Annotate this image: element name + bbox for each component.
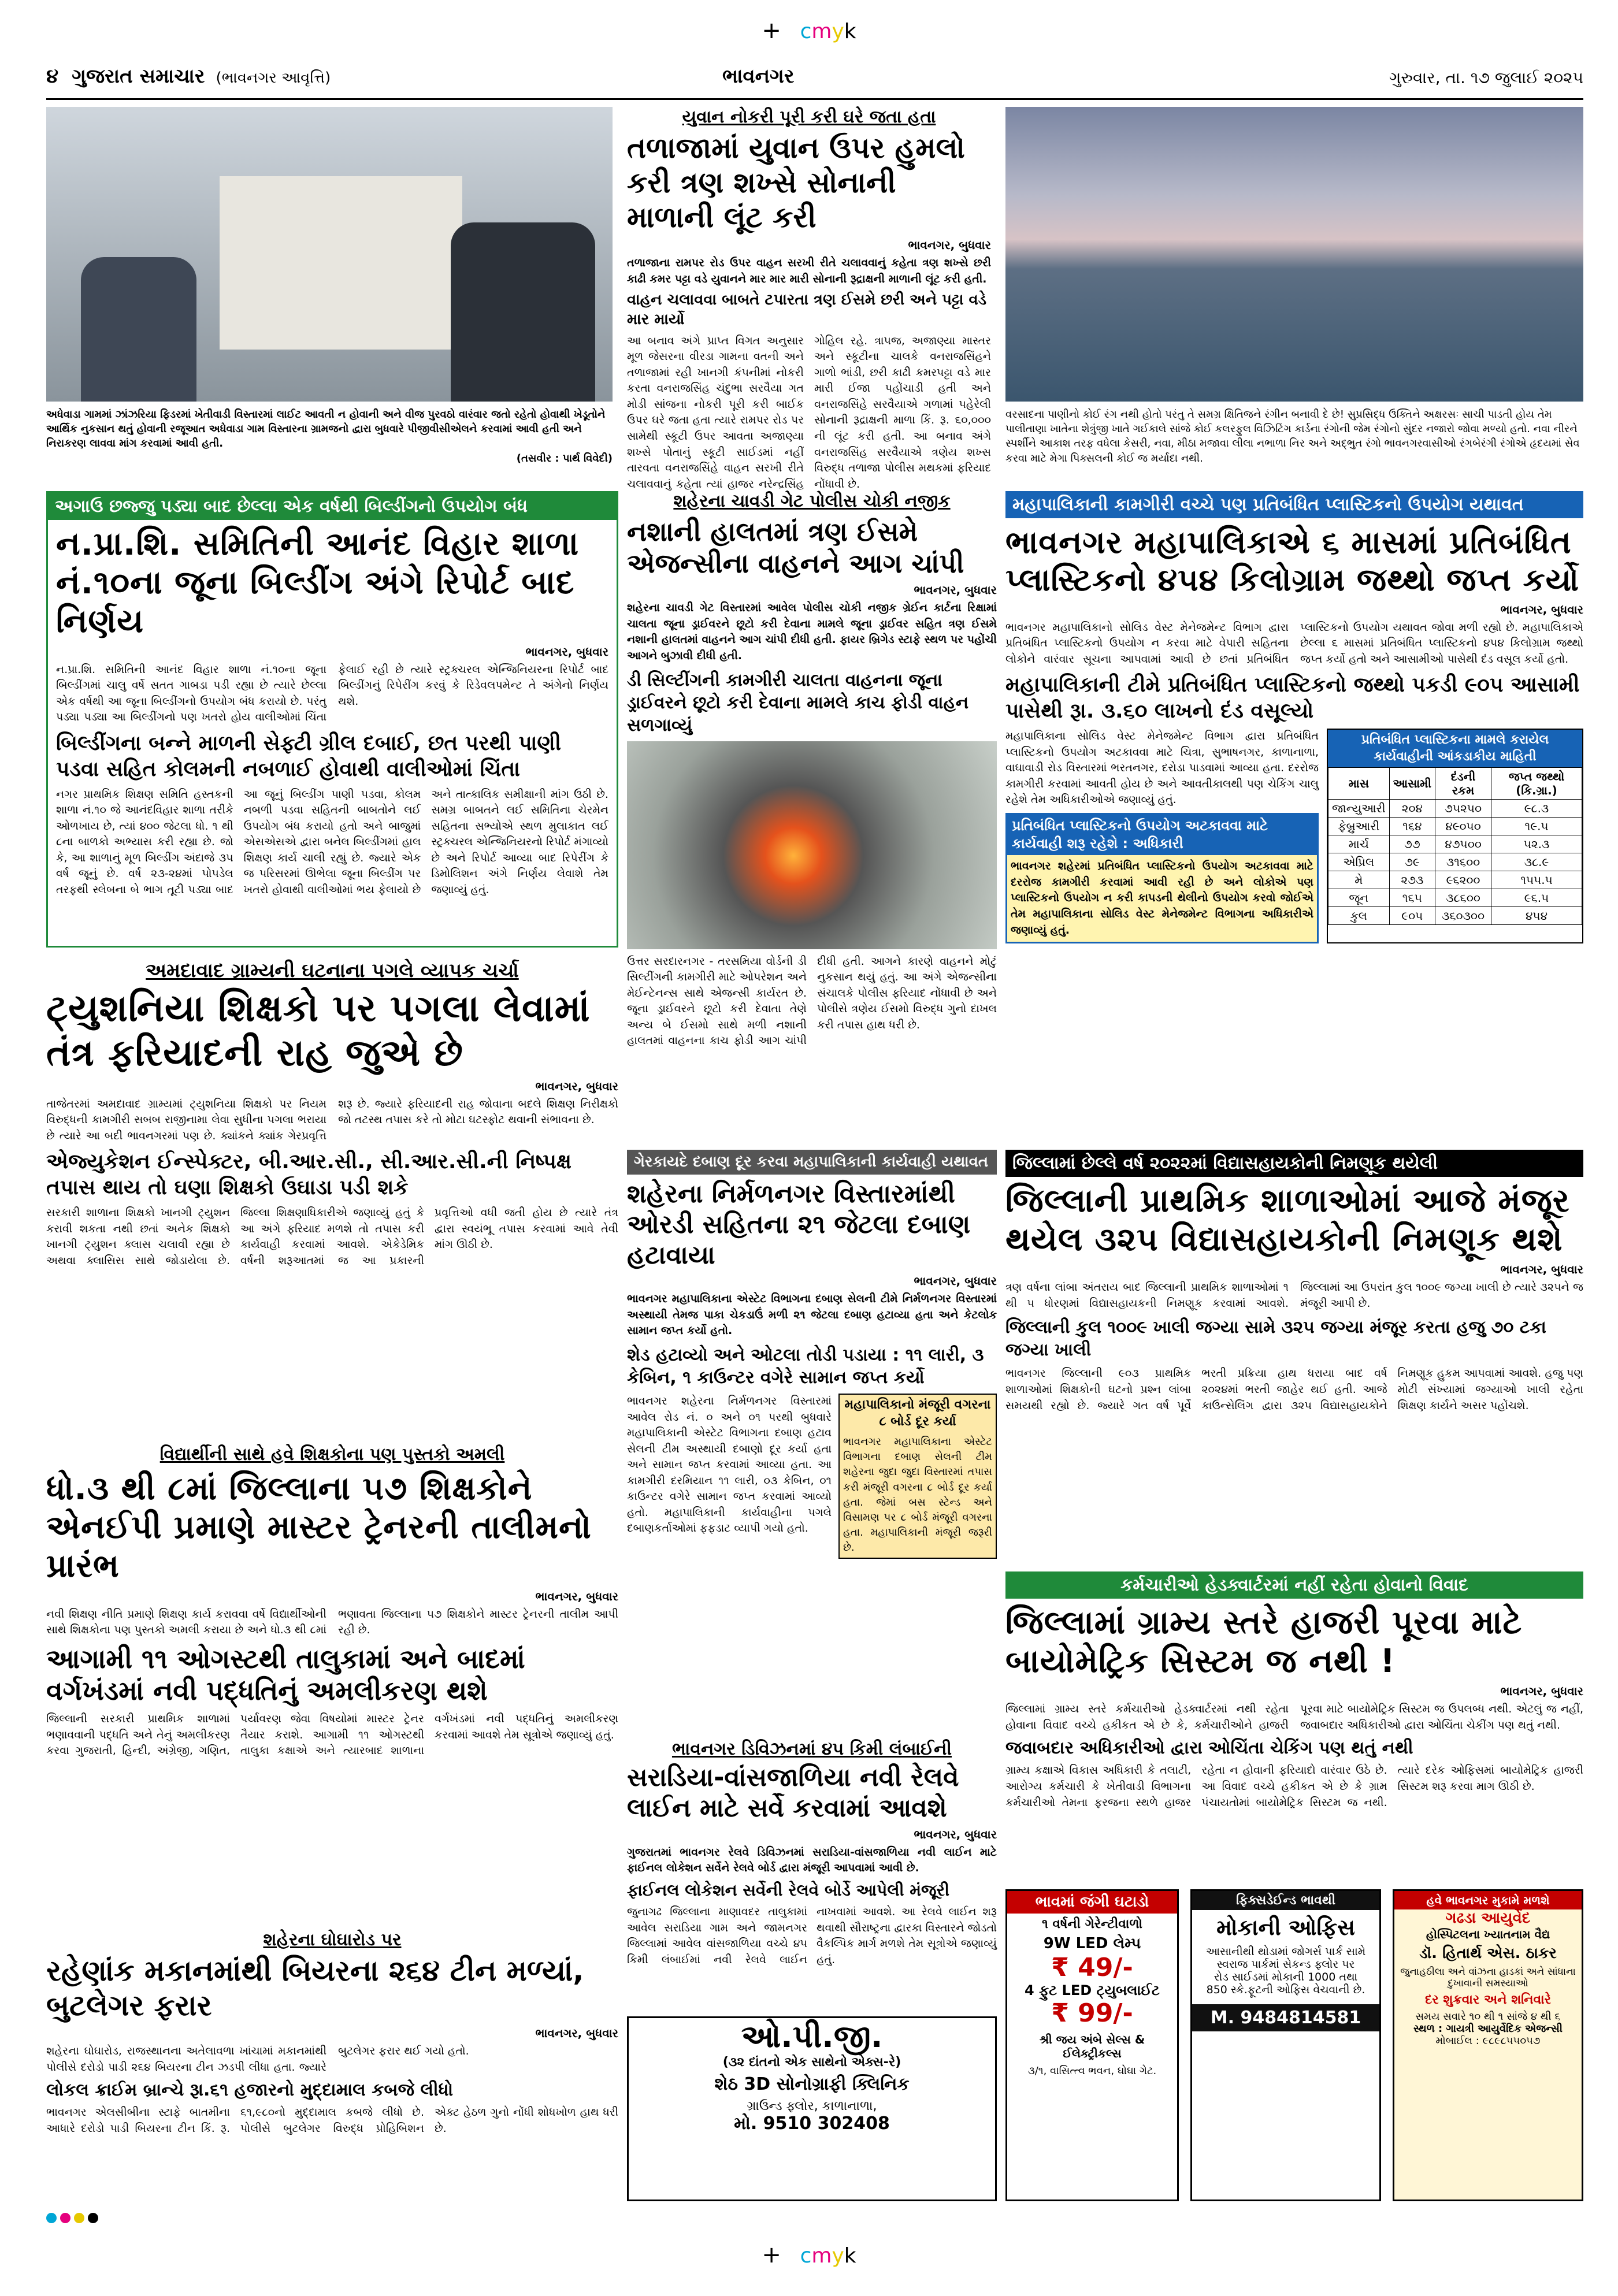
ad-office-line2: સ્વરાજ પાર્કમાં સેકન્ડ ફ્લોર પર <box>1216 1958 1355 1971</box>
railway-body: જુનાગઢ જિલ્લાના માણાવદર તાલુકામાં આવેલ સરાડિયા ગામ અને જામનગર જિલ્લામાં આવેલ વાંસજાળિયા વચ્ચે ૪૫ કિમી લંબાઈમાં નવી રેલવે લાઈન નાખવામાં આવશે. આ રેલવે લાઈન શરૂ થવાથી સૌરાષ્ટ્રના દ્વારકા વિસ્તારને જોડતો વૈકલ્પિક માર્ગ મળશે તેમ સૂત્રોએ જણાવ્યું હતું. <box>627 1905 997 1966</box>
nep-subhead: આગામી ૧૧ ઓગસ્ટથી તાલુકામાં અને બાદમાં વર્ગખંડમાં નવી પદ્ધતિનું અમલીકરણ થશે <box>46 1643 525 1706</box>
beer-headline: રહેણાંક મકાનમાંથી બિયરના ૨૬૪ ટીન મળ્યાં, બુટલેગર ફરાર <box>46 1954 584 2022</box>
ad-led <box>1005 1889 1179 2201</box>
ad-led-addr: ૩/૧, વાસિત્ત્વ ભવન, ઘોઘા ગેટ. <box>1027 2065 1157 2077</box>
teachers-dateline: ભાવનગર, બુધવાર <box>1500 1262 1583 1277</box>
plastic-table-cell: ૫૨.૩ <box>1491 835 1582 853</box>
plastic-table-cell: ૧૯.૫ <box>1491 818 1582 835</box>
fire-headline: નશાની હાલતમાં ત્રણ ઈસમે એજન્સીના વાહનને આગ ચાંપી <box>627 516 964 579</box>
plastic-table-cell: ૧૫૫.૫ <box>1491 871 1582 889</box>
school-lead: ન.પ્રા.શિ. સમિતિની આનંદ વિહાર શાળા નં.૧૦ના જૂના બિલ્ડીંગમાં ચાલુ વર્ષે સતત ગાબડા પડી રહ્યા છે ત્યારે છેલ્લા એક વર્ષથી આ જૂના બિલ્ડીંગનો ઉપયોગ બંધ કરાયો છે. પરંતુ પડ્યા પડ્યા આ બિલ્ડીંગનો પણ ખતરો હોય વાલીઓમાં ચિંતા ફેલાઈ રહી છે ત્યારે સ્ટ્રક્ચરલ એન્જિનિયરના રિપોર્ટ બાદ બિલ્ડીંગનું રિપેરીંગ કરવું કે રિડેવલપમેન્ટ તે અંગેનો નિર્ણય થશે. <box>56 663 608 724</box>
ad-opg-title: ઓ.પી.જી. <box>741 2018 883 2054</box>
plastic-table-cell: ૯૬૨૦૦ <box>1435 871 1491 889</box>
ad-ayurveda-line2: હોસ્પિટલના ખ્યાતનામ વૈદ્ય <box>1426 1927 1550 1941</box>
nep-headline: ધો.૩ થી ૮માં જિલ્લાના ૫૭ શિક્ષકોને એનઈપી પ્રમાણે માસ્ટર ટ્રેનરની તાલીમનો પ્રારંભ <box>46 1470 592 1585</box>
ad-ayurveda-doctor: ડૉ. હિતાર્થ એસ. ઠાકર <box>1419 1945 1557 1962</box>
plastic-table-box <box>1327 729 1583 943</box>
story-railway <box>627 1739 997 2005</box>
biometric-banner: કર્મચારીઓ હેડક્વાર્ટરમાં નહીં રહેતા હોવાનો વિવાદ <box>1005 1571 1583 1599</box>
encroachment-lead: ભાવનગર મહાપાલિકાના એસ્ટેટ વિભાગના દબાણ સેલની ટીમે નિર્મળનગર વિસ્તારમાં અસ્થાયી તેમજ પાકા ચેકડાઉં મળી ૨૧ જેટલા દબાણ હટાવ્યા હતા અને કેટલોક સામાન જપ્ત કર્યો હતો. <box>627 1292 997 1338</box>
ad-led-line2: 9W LED લેમ્પ <box>1043 1935 1141 1952</box>
ad-led-line1: ૧ વર્ષની ગેરેન્ટીવાળો <box>1041 1917 1143 1931</box>
meeting-photo <box>46 107 613 402</box>
talaja-lead: તળાજાના રામપર રોડ ઉપર વાહન સરખી રીતે ચલાવવાનું કહેતા ત્રણ શખ્સે છરી કાઢી કમર પટ્ટા વડે યુવાનને માર માર મારી સોનાની રૂદ્રાક્ષની માળાની લૂંટ કરી હતી. <box>627 257 991 285</box>
ad-ayurveda-line4: દર શુક્રવાર અને શનિવારે <box>1424 1993 1551 2007</box>
fire-body: ઉત્તર સરદારનગર - તરસમિયા વોર્ડની ડી સિલ્ટીંગની કામગીરી માટે ઓપરેશન અને મેઈન્ટેનન્સ સાથે એજન્સી કાર્યરત છે. જૂના ડ્રાઈવરને છૂટો કરી દેવાતા તેણે અન્ય બે ઈસમો સાથે મળી નશાની હાલતમાં વાહનના કાચ ફોડી આગ ચાંપી દીધી હતી. આગને કારણે વાહનને મોટું નુકસાન થયું હતું. આ અંગે એજન્સીના સંચાલકે પોલીસ ફરિયાદ નોંધાવી છે અને પોલીસે ત્રણેય ઈસમો વિરુદ્ધ ગુનો દાખલ કરી તપાસ હાથ ધરી છે. <box>627 954 997 1047</box>
plastic-dateline: ભાવનગર, બુધવાર <box>1500 602 1583 616</box>
tuition-headline: ટ્યુશનિયા શિક્ષકો પર પગલા લેવામાં તંત્ર ફરિયાદની રાહ જુએ છે <box>46 987 591 1075</box>
plastic-table-header: આસામી <box>1389 768 1435 800</box>
tuition-kicker: અમદાવાદ ગ્રામ્યની ઘટનાના પગલે વ્યાપક ચર્ચા <box>146 959 519 982</box>
school-banner: અગાઉ છજ્જુ પડ્યા બાદ છેલ્લા એક વર્ષથી બિલ્ડીંગનો ઉપયોગ બંધ <box>48 493 617 520</box>
story-nep <box>46 1444 618 1924</box>
tuition-lead: તાજેતરમાં અમદાવાદ ગ્રામ્યમાં ટ્યુશનિયા શિક્ષકો પર નિયમ વિરુદ્ધની કામગીરી સબબ રાજીનામા લેવા સુધીના પગલા ભરાયા છે ત્યારે આ બદી ભાવનગરમાં પણ છે. ક્યાંકને ક્યાંક ગેરપ્રવૃત્તિ શરૂ છે. જ્યારે ફરિયાદની રાહ જોવાના બદલે શિક્ષણ નિરીક્ષકો જો તટસ્થ તપાસ કરે તો મોટા ઘટસ્ફોટ થવાની સંભાવના છે. <box>46 1097 618 1142</box>
talaja-subhead: વાહન ચલાવવા બાબતે ટપારતા ત્રણ ઈસમે છરી અને પટ્ટા વડે માર માર્યો <box>627 291 987 328</box>
story-beer <box>46 1930 618 2201</box>
plastic-table-cell: મે <box>1328 871 1390 889</box>
teachers-lead: ત્રણ વર્ષના લાંબા અંતરાય બાદ જિલ્લાની પ્રાથમિક શાળાઓમાં ૧ થી ૫ ધોરણમાં વિદ્યાસહાયકની નિમણૂક કરવામાં આવશે. જિલ્લામાં આ ઉપરાંત કુલ ૧૦૦૯ જગ્યા ખાલી છે ત્યારે ૩૨૫ને જ મંજૂરી આપી છે. <box>1005 1281 1583 1310</box>
talaja-dateline: ભાવનગર, બુધવાર <box>908 238 991 252</box>
plastic-banner: મહાપાલિકાની કામગીરી વચ્ચે પણ પ્રતિબંધિત પ્લાસ્ટિકનો ઉપયોગ યથાવત <box>1005 491 1583 518</box>
ad-opg-line1: (૩૨ દાંતનો એક સાથેનો એક્સ-રે) <box>722 2055 901 2070</box>
photo-meeting <box>46 107 613 482</box>
plastic-table-cell: ૪૭૫૦૦ <box>1435 835 1491 853</box>
plastic-box-body: ભાવનગર શહેરમાં પ્રતિબંધિત પ્લાસ્ટિકનો ઉપયોગ અટકાવવા માટે દરરોજ કામગીરી કરવામાં આવી રહી છે અને લોકોએ પણ પ્લાસ્ટિકનો ઉપયોગ ન કરી કાપડની થેલીનો ઉપયોગ કરવો જોઈએ તેમ મહાપાલિકાના સોલિડ વેસ્ટ મેનેજમેન્ટ વિભાગના અધિકારીએ જણાવ્યું હતું. <box>1007 855 1317 942</box>
ad-opg <box>627 2016 997 2201</box>
talaja-body: આ બનાવ અંગે પ્રાપ્ત વિગત અનુસાર મૂળ જેસરના વીરડા ગામના વતની અને તળાજામાં રહી ખાનગી કંપનીમાં નોકરી કરતા વનરાજસિંહ ચંદુભા સરવૈયા ગત મોડી સાંજના નોકરી પૂરી કરી બાઈક ઉપર ઘરે જતા હતા ત્યારે રામપર રોડ પર સામેથી સ્કૂટી ઉપર આવતા અજાણ્યા શખ્સે પોતાનું સ્કૂટી સાઈડમાં નહીં તારવતા વનરાજસિંહે વાહન સરખી રીતે ચલાવવાનું કહેતા ત્યાં હાજર નરેન્દ્રસિંહ ગોહિલ રહે. ત્રાપજ, અજાણ્યા માસ્તર અને સ્કૂટીના ચાલકે વનરાજસિંહને ગાળો ભાંડી, છરી કાઢી કમરપટ્ટા વડે માર મારી ઈજા પહોંચાડી હતી અને વનરાજસિંહે સરવૈયાએ ગળામાં પહેરેલી સોનાની રૂદ્રાક્ષની માળા કિં. રૂ. ૬૦,૦૦૦ ની લૂંટ કરી હતી. આ બનાવ અંગે વનરાજસિંહ સરવૈયાએ ત્રણેય શખ્સ વિરુદ્ધ તળાજા પોલીસ મથકમાં ફરિયાદ નોંધાવી છે. <box>627 334 991 491</box>
plastic-table-row <box>1328 871 1582 889</box>
cmyk-y: y <box>832 20 844 43</box>
ad-opg-phone: મો. 9510 302408 <box>734 2113 890 2134</box>
cmyk-c: c <box>800 20 812 43</box>
cmyk-y-bottom: y <box>832 2244 844 2268</box>
talaja-kicker: યુવાન નોકરી પૂરી કરી ઘરે જતા હતા <box>682 107 936 127</box>
ad-ayurveda-place: સ્થળ : ગાયત્રી આયુર્વેદિક એજન્સી <box>1413 2023 1563 2035</box>
tuition-subhead: એજ્યુકેશન ઈન્સ્પેક્ટર, બી.આર.સી., સી.આર.સી.ની નિષ્પક્ષ તપાસ થાય તો ઘણા શિક્ષકો ઉઘાડા પડી શકે <box>46 1150 572 1200</box>
fire-subhead: ડી સિલ્ટીંગની કામગીરી ચાલતા વાહનના જૂના ડ્રાઈવરને છૂટો કરી દેવાના મામલે કાચ ફોડી વાહન સળગાવ્યું <box>627 670 969 735</box>
edition: (ભાવનગર આવૃત્તિ) <box>216 69 331 87</box>
teachers-headline: જિલ્લાની પ્રાથમિક શાળાઓમાં આજે મંજૂર થયેલ ૩૨૫ વિદ્યાસહાયકોની નિમણૂક થશે <box>1005 1182 1570 1259</box>
plastic-table-cell: જાન્યુઆરી <box>1328 800 1390 818</box>
nep-lead: નવી શિક્ષણ નીતિ પ્રમાણે શિક્ષણ કાર્ય કરાવવા વર્ષે વિદ્યાર્થીઓની સાથે શિક્ષકોના પણ પુસ્તકો અમલી કરાયા છે અને ધો.૩ થી ૮માં ભણાવતા જિલ્લાના ૫૭ શિક્ષકોને માસ્ટર ટ્રેનરની તાલીમ આપી રહી છે. <box>46 1607 618 1637</box>
ad-led-line3: 4 ફુટ LED ટ્યુબલાઈટ <box>1025 1982 1160 1998</box>
plastic-table-cell: ૨૭૩ <box>1389 871 1435 889</box>
ad-ayurveda-line1: ગઢડા આયુર્વેદ <box>1445 1909 1531 1927</box>
ad-led-shop: શ્રી જય અંબે સેલ્સ & ઈલેક્ટ્રીકલ્સ <box>1039 2033 1145 2060</box>
reg-plus: + <box>762 17 781 44</box>
fire-lead: શહેરના ચાવડી ગેટ વિસ્તારમાં આવેલ પોલીસ ચોકી નજીક ગ્રેઈન કાર્ટના રિક્ષામાં ચાલતા જૂના ડ્રાઈવરને છૂટો કરી દેવાના મામલે જૂના ડ્રાઈવર સહિત ત્રણ ઈસમે નશાની હાલતમાં વાહનને આગ ચાંપી દીધી હતી. ફાયર બ્રિગેડ સ્ટાફે સ્થળ પર પહોંચી આગને બુઝાવી દીધી હતી. <box>627 601 997 663</box>
ad-office-title: ફિક્સડેઈન્ડ ભાવથી <box>1192 1891 1379 1910</box>
story-school <box>46 491 618 948</box>
beer-subhead: લોકલ ક્રાઈમ બ્રાન્ચે રૂા.૬૧ હજારનો મુદ્દામાલ કબજે લીધો <box>46 2080 454 2101</box>
page-number: ૪ <box>46 65 59 88</box>
fire-dateline: ભાવનગર, બુધવાર <box>914 583 997 597</box>
school-subhead: બિલ્ડીંગના બન્ને માળની સેફ્ટી ગ્રીલ દબાઈ, છત પરથી પાણી પડવા સહિત કોલમની નબળાઈ હોવાથી વાલીઓમાં ચિંતા <box>56 731 562 781</box>
plastic-table-header: જપ્ત જથ્થો (કિ.ગ્રા.) <box>1491 768 1582 800</box>
meeting-caption: અધેવાડા ગામમાં ઝાંઝરિયા ફિડરમાં ખેતીવાડી વિસ્તારમાં લાઈટ આવતી ન હોવાની અને વીજ પુરવઠો વારંવાર જતો રહેતો હોવાથી ખેડૂતોને આર્થિક નુકસાન થતું હોવાની રજૂઆત અધેવાડા ગામ વિસ્તારના ગ્રામજનો દ્વારા બુધવારે પીજીવીસીએલને કરવામાં આવી હતી અને નિરાકરણ લાવવા માંગ કરવામાં આવી હતી. <box>46 408 606 450</box>
encroachment-box <box>838 1394 997 1559</box>
plastic-table-cell: ૯૦૫ <box>1389 907 1435 925</box>
tuition-dateline: ભાવનગર, બુધવાર <box>535 1079 618 1093</box>
railway-lead: ગુજરાતમાં ભાવનગર રેલવે ડિવિઝનમાં સરાડિયા-વાંસજાળિયા નવી લાઈન માટે ફાઈનલ લોકેશન સર્વેને રેલવે બોર્ડ દ્વારા મંજૂરી આપવામાં આવી છે. <box>627 1845 997 1875</box>
encroachment-subhead: શેડ હટાવ્યો અને ઓટલા તોડી પડાયા : ૧૧ લારી, ૩ કેબિન, ૧ કાઉન્ટર વગેરે સામાન જપ્ત કર્યો <box>627 1345 984 1388</box>
plastic-table-row <box>1328 853 1582 871</box>
meeting-credit: (તસવીર : પાર્થ વિવેદી) <box>516 452 613 465</box>
registration-bottom <box>0 2242 1618 2282</box>
ad-office-name: મોકાની ઓફિસ <box>1216 1915 1355 1940</box>
plastic-table-row <box>1328 889 1582 907</box>
tuition-body: સરકારી શાળાના શિક્ષકો ખાનગી ટ્યુશન કરાવી શકતા નથી છતાં અનેક શિક્ષકો ખાનગી ટ્યુશન ક્લાસ ચલાવી રહ્યા છે અથવા ક્લાસિસ સાથે જોડાયેલા છે. જિલ્લા શિક્ષણાધિકારીએ જણાવ્યું હતું કે આ અંગે ફરિયાદ મળશે તો તપાસ કરી કાર્યવાહી કરવામાં આવશે. એકેડેમિક વર્ષની શરૂઆતમાં જ આ પ્રકારની પ્રવૃત્તિઓ વધી જતી હોય છે ત્યારે તંત્ર દ્વારા સ્વયંભૂ તપાસ કરવામાં આવે તેવી માંગ ઊઠી છે. <box>46 1206 618 1267</box>
school-headline: ન.પ્રા.શિ. સમિતિની આનંદ વિહાર શાળા નં.૧૦ના જૂના બિલ્ડીંગ અંગે રિપોર્ટ બાદ નિર્ણય <box>56 525 580 641</box>
plastic-table-cell: ૩૬૦૩૦૦ <box>1435 907 1491 925</box>
nep-body: જિલ્લાની સરકારી પ્રાથમિક શાળામાં ભણાવવાની પદ્ધતિ અને તેનું અમલીકરણ કરવા ગુજરાતી, હિન્દી, અંગ્રેજી, ગણિત, પર્યાવરણ જેવા વિષયોમાં માસ્ટર ટ્રેનર તૈયાર કરાશે. આગામી ૧૧ ઓગસ્ટથી તાલુકા કક્ષાએ અને ત્યારબાદ શાળાના વર્ગખંડમાં નવી પદ્ધતિનું અમલીકરણ કરવામાં આવશે તેમ સૂત્રોએ જણાવ્યું હતું. <box>46 1712 618 1758</box>
teachers-subhead: જિલ્લાની કુલ ૧૦૦૯ ખાલી જગ્યા સામે ૩૨૫ જગ્યા મંજૂર કરતા હજુ ૭૦ ટકા જગ્યા ખાલી <box>1005 1317 1546 1361</box>
plastic-table-cell: ૯૬.૫ <box>1491 889 1582 907</box>
ad-office-line1: આસાનીથી થોડામાં જોગર્સ પાર્ક સામે <box>1205 1945 1366 1958</box>
plastic-table-cell: ૭૫૨૫૦ <box>1435 800 1491 818</box>
plastic-table-cell: ૩૧૬૦૦ <box>1435 853 1491 871</box>
plastic-table-row <box>1328 818 1582 835</box>
plastic-table-cell: ૪૯૦૫૦ <box>1435 818 1491 835</box>
plastic-subhead: મહાપાલિકાની ટીમે પ્રતિબંધિત પ્લાસ્ટિકનો જથ્થો પકડી ૯૦૫ આસામી પાસેથી રૂા. ૩.૬૦ લાખનો દંડ વસૂલ્યો <box>1005 673 1580 723</box>
ad-ayurveda-line3: જુનાહઠીલા અને વાંઝના હાડકાં અને સાંધાના દુખાવાની સમસ્યાઓ <box>1400 1966 1576 1989</box>
plastic-box-title: પ્રતિબંધિત પ્લાસ્ટિકનો ઉપયોગ અટકાવવા માટે કાર્યવાહી શરૂ રહેશે : અધિકારી <box>1007 815 1317 855</box>
ad-led-price1: ₹ 49/- <box>1051 1953 1133 1982</box>
plastic-table-cell: ૩૮૬૦૦ <box>1435 889 1491 907</box>
story-encroachment <box>627 1150 997 1727</box>
nep-dateline: ભાવનગર, બુધવાર <box>535 1589 618 1603</box>
nep-kicker: વિદ્યાર્થીની સાથે હવે શિક્ષકોના પણ પુસ્તકો અમલી <box>159 1444 505 1465</box>
ad-ayurveda-title: હવે ભાવનગર મુકામે મળશે <box>1394 1891 1582 1909</box>
plastic-lead: ભાવનગર મહાપાલિકાનો સોલિડ વેસ્ટ મેનેજમેન્ટ વિભાગ દ્વારા પ્રતિબંધિત પ્લાસ્ટિકનો ઉપયોગ ન કરવા માટે વેપારી સહિતના લોકોને વારંવાર સૂચના આપવામાં આવી છે છતાં પ્રતિબંધિત પ્લાસ્ટિકનો ઉપયોગ યથાવત જોવા મળી રહ્યો છે. મહાપાલિકાએ છેલ્લા ૬ માસમાં પ્રતિબંધિત પ્લાસ્ટિકનો ૪૫૪ કિલોગ્રામ જથ્થો જપ્ત કર્યો હતો અને આસામીઓ પાસેથી દંડ વસૂલ કર્યો હતો. <box>1005 621 1583 666</box>
story-biometric <box>1005 1571 1583 1878</box>
biometric-subhead: જવાબદાર અધિકારીઓ દ્વારા ઓચિંતા ચેકિંગ પણ થતું નથી <box>1005 1738 1413 1759</box>
plastic-table-cell: માર્ચ <box>1328 835 1390 853</box>
ad-ayurveda <box>1393 1889 1583 2201</box>
teachers-banner: જિલ્લામાં છેલ્લે વર્ષ ૨૦૨૨માં વિદ્યાસહાયકોની નિમણૂક થયેલી <box>1005 1150 1583 1177</box>
ad-opg-line3: ગ્રાઉન્ડ ફ્લોર, કાળાનાળા, <box>747 2099 877 2113</box>
railway-headline: સરાડિયા-વાંસજાળિયા નવી રેલવે લાઈન માટે સર્વે કરવામાં આવશે <box>627 1763 959 1823</box>
story-tuition <box>46 959 618 1433</box>
cmyk-k-bottom: k <box>844 2244 856 2268</box>
plastic-body: મહાપાલિકાના સોલિડ વેસ્ટ મેનેજમેન્ટ વિભાગ દ્વારા પ્રતિબંધિત પ્લાસ્ટિકનો ઉપયોગ અટકાવવા માટે ચિત્રા, સુભાષનગર, કાળાનાળા, વાઘાવાડી રોડ વિસ્તારમાં ભરતનગર, દરોડા પાડવામાં આવ્યા હતા. દરરોજ કામગીરી કરવામાં આવતી હોય છે અને આવતીકાલથી પણ ચેકિંગ ચાલુ રહેશે તેમ અધિકારીઓએ જણાવ્યું હતું. <box>1005 730 1319 807</box>
plastic-table-cell: એપ્રિલ <box>1328 853 1390 871</box>
biometric-lead: જિલ્લામાં ગ્રામ્ય સ્તરે કર્મચારીઓ હેડક્વાર્ટરમાં નથી રહેતા હોવાના વિવાદ વચ્ચે હકીકત એ છે કે, કર્મચારીઓને હાજરી પૂરવા માટે બાયોમેટ્રિક સિસ્ટમ જ ઉપલબ્ધ નથી. એટલું જ નહીં, જવાબદાર અધિકારીઓ દ્વારા ઓચિંતા ચેકીંગ પણ થતું નથી. <box>1005 1703 1583 1732</box>
fire-photo <box>627 741 997 949</box>
story-fire <box>627 491 997 1138</box>
ad-office <box>1190 1889 1381 2201</box>
plastic-table-cell: ૯૮.૩ <box>1491 800 1582 818</box>
plastic-table-cell: જૂન <box>1328 889 1390 907</box>
teachers-body: ભાવનગર જિલ્લાની ૯૦૩ પ્રાથમિક શાળાઓમાં શિક્ષકોની ઘટનો પ્રશ્ન લાંબા સમયથી રહ્યો છે. જ્યારે ગત વર્ષ પૂર્વે ભરતી પ્રક્રિયા હાથ ધરાયા બાદ વર્ષ ૨૦૨૪માં ભરતી જાહેર થઈ હતી. આજે કાઉન્સેલિંગ દ્વારા ૩૨૫ વિદ્યાસહાયકોને નિમણૂક હુકમ આપવામાં આવશે. હજુ પણ મોટી સંખ્યામાં જગ્યાઓ ખાલી રહેતા શિક્ષણ કાર્યને અસર પહોંચશે. <box>1005 1367 1583 1412</box>
cmyk-m-bottom: m <box>811 2244 832 2268</box>
plastic-table-cell: ૧૬૫ <box>1389 889 1435 907</box>
railway-dateline: ભાવનગર, બુધવાર <box>914 1827 997 1841</box>
ad-office-line3: રોડ સાઈડમાં મોકાની 1000 તથા <box>1214 1971 1358 1983</box>
palitana-photo <box>1005 107 1583 402</box>
plastic-table-row <box>1328 835 1582 853</box>
biometric-headline: જિલ્લામાં ગ્રામ્ય સ્તરે હાજરી પૂરવા માટે બાયોમેટ્રિક સિસ્ટમ જ નથી ! <box>1005 1604 1523 1681</box>
plastic-table-cell: ૧૬૪ <box>1389 818 1435 835</box>
ad-led-title: ભાવમાં જંગી ઘટાડો <box>1007 1891 1177 1914</box>
talaja-headline: તળાજામાં યુવાન ઉપર હુમલો કરી ત્રણ શખ્સે સોનાની માળાની લૂંટ કરી <box>627 131 965 234</box>
fire-kicker: શહેરના ચાવડી ગેટ પોલીસ ચોકી નજીક <box>673 491 951 511</box>
ad-ayurveda-mobile: મોબાઈલ : ૯૮૯૮૫૫૦૫૭ <box>1435 2035 1541 2047</box>
plastic-table-cell: ૩૮.૯ <box>1491 853 1582 871</box>
railway-subhead: ફાઈનલ લોકેશન સર્વેની રેલવે બોર્ડે આપેલી મંજૂરી <box>627 1880 950 1900</box>
ad-ayurveda-time: સમય સવારે ૧૦ થી ૧ સાંજે ૪ થી ૬ <box>1415 2011 1561 2023</box>
plastic-table-cell: ૭૯ <box>1389 853 1435 871</box>
story-talaja <box>627 107 991 491</box>
encroachment-body: ભાવનગર શહેરના નિર્મળનગર વિસ્તારમાં આવેલ રોડ નં. ૦ અને ૦૧ પરથી બુધવારે મહાપાલિકાની એસ્ટેટ વિભાગના દબાણ હટાવ સેલની ટીમ અસ્થાયી દબાણો દૂર કર્યા હતા અને સામાન જપ્ત કરવામાં આવ્યા હતા. આ કામગીરી દરમિયાન ૧૧ લારી, ૦૩ કેબિન, ૦૧ કાઉન્ટર વગેરે સામાન જપ્ત કરવામાં આવ્યો હતો. મહાપાલિકાની કાર્યવાહીના પગલે દબાણકર્તાઓમાં ફફડાટ વ્યાપી ગયો હતો. <box>627 1395 832 1535</box>
ad-led-price2: ₹ 99/- <box>1051 1998 1133 2028</box>
folio-rule <box>46 98 1583 100</box>
photo-palitana <box>1005 107 1583 482</box>
palitana-caption: વરસાદના પાણીનો કોઈ રંગ નથી હોતો પરંતુ તે સમગ્ર ક્ષિતિજને રંગીન બનાવી દે છે! સુપ્રસિદ્ધ ઉક્તિને અક્ષરસઃ સાચી પાડતી હોય તેમ પાલીતાણા ખાતેના શેત્રુંજી ખાતે ગઈકાલે સાંજે કોઈ કલરફુલ વિઝિટિંગ કાર્ડના રંગોની જેમ રંગોનો સુંદર નજારો જોવા મળ્યો હતો. નવા નીરને સ્પર્શીને આકાશ તરફ વધેલા કેસરી, નવા, મીઠા મજાવા લીલા નભાળા નિર અને અદ્ભુત રંગો ભાવનગરવાસીઓ રંગબેરંગી રંગોએ હૃદયમાં સેવ કરવા માટે મેગા પિક્સલની કોઈ જ મર્યાદા નથી. <box>1005 408 1580 465</box>
plastic-table-row <box>1328 800 1582 818</box>
encroachment-banner: ગેરકાયદે દબાણ દૂર કરવા મહાપાલિકાની કાર્યવાહી યથાવત <box>627 1150 997 1175</box>
cmyk-m: m <box>811 20 832 43</box>
ad-opg-line2: શેઠ 3D સોનોગ્રાફી ક્લિનિક <box>714 2074 910 2094</box>
plastic-table-row <box>1328 907 1582 925</box>
encroachment-dateline: ભાવનગર, બુધવાર <box>914 1274 997 1288</box>
biometric-dateline: ભાવનગર, બુધવાર <box>1500 1684 1583 1699</box>
folio-bar <box>46 65 1583 97</box>
encroachment-box-title: મહાપાલિકાનો મંજૂરી વગરના ૮ બોર્ડ દૂર કર્યા <box>844 1398 991 1429</box>
plastic-table-title: પ્રતિબંધિત પ્લાસ્ટિકના મામલે કરાયેલ કાર્યવાહીની આંકડાકીય માહિતી <box>1328 730 1582 767</box>
cmyk-c-bottom: c <box>800 2244 812 2268</box>
issue-date: ગુરુવાર, તા. ૧૭ જુલાઈ ૨૦૨૫ <box>1389 68 1583 87</box>
story-plastic <box>1005 491 1583 1138</box>
story-teachers <box>1005 1150 1583 1560</box>
plastic-table <box>1328 767 1582 925</box>
reg-plus-bottom: + <box>762 2242 781 2268</box>
ad-office-phone: M. 9484814581 <box>1192 2004 1379 2031</box>
cmyk-k: k <box>844 20 856 43</box>
registration-top <box>0 17 1618 58</box>
school-body: નગર પ્રાથમિક શિક્ષણ સમિતિ હસ્તકની શાળા નં.૧૦ જે આનંદવિહાર શાળા તરીકે ઓળખાય છે, ત્યાં ૪૦૦ જેટલા ધો. ૧ થી ૮ના બાળકો અભ્યાસ કરી રહ્યા છે. જો કે, આ શાળાનું મૂળ બિલ્ડીંગ અંદાજે ૩૫ વર્ષ જૂનું છે. વર્ષ ૨૩-૨૪માં પોપડેલ તરફથી સ્લેબના બે ભાગ તૂટી પડ્યા બાદ આ જૂનું બિલ્ડીંગ પાણી પડવા, કોલમ નબળી પડવા સહિતની બાબતોને લઈ ઉપયોગ બંધ કરાયો હતો અને બાજુમાં એસએસએ દ્વારા બનેલ બિલ્ડીંગમાં હાલ શિક્ષણ કાર્ય ચાલી રહ્યું છે. જ્યારે એક જ પરિસરમાં ઊભેલા જૂના બિલ્ડીંગ પર ખતરો હોવાથી વાલીઓમાં ભય ફેલાયો છે અને તાત્કાલિક સમીક્ષાની માંગ ઉઠી છે. સમગ્ર બાબતને લઈ સમિતિના ચેરમેન સહિતના સભ્યોએ સ્થળ મુલાકાત લઈ સ્ટ્રક્ચરલ એન્જિનિયરનો રિપોર્ટ મંગાવ્યો છે અને રિપોર્ટ આવ્યા બાદ રિપેરીંગ કે ડિમોલિશન અંગે નિર્ણય લેવાશે તેમ જણાવ્યું હતું. <box>56 787 608 897</box>
plastic-table-cell: ફેબ્રુઆરી <box>1328 818 1390 835</box>
beer-body2: ભાવનગર એલસીબીના સ્ટાફે બાતમીના આધારે દરોડો પાડી બિયરના ટીન કિં. રૂ. ૬૧,૯૮૦નો મુદ્દામાલ કબજે લીધો છે. પોલીસે બુટલેગર વિરુદ્ધ પ્રોહિબિશન એક્ટ હેઠળ ગુનો નોંધી શોધખોળ હાથ ધરી છે. <box>46 2106 618 2135</box>
encroachment-headline: શહેરના નિર્મળનગર વિસ્તારમાંથી ઓરડી સહિતના ૨૧ જેટલા દબાણ હટાવાયા <box>627 1179 971 1270</box>
beer-body: શહેરના ઘોઘારોડ, રાજસ્થાનના અતેલાવળા ખાંચામાં મકાનમાંથી પોલીસે દરોડો પાડી ૨૬૪ બિયરના ટીન ઝડપી લીધા હતા. જ્યારે બુટલેગર ફરાર થઈ ગયો હતો. <box>46 2045 469 2074</box>
school-dateline: ભાવનગર, બુધવાર <box>525 644 608 659</box>
ad-office-line4: 850 સ્કે.ફૂટની ઓફિસ વેચવાની છે. <box>1206 1983 1365 1996</box>
railway-kicker: ભાવનગર ડિવિઝનમાં ૪૫ કિમી લંબાઈની <box>671 1739 952 1759</box>
biometric-body: ગ્રામ્ય કક્ષાએ વિકાસ અધિકારી કે તલાટી, આરોગ્ય કર્મચારી કે ખેતીવાડી વિભાગના કર્મચારીઓ તેમના ફરજના સ્થળે હાજર રહેતા ન હોવાની ફરિયાદો વારંવાર ઉઠે છે. આ વિવાદ વચ્ચે હકીકત એ છે કે ગ્રામ પંચાયતોમાં બાયોમેટ્રિક સિસ્ટમ જ નથી. ત્યારે દરેક ઓફિસમાં બાયોમેટ્રિક હાજરી સિસ્ટમ શરૂ કરવા માગ ઊઠી છે. <box>1005 1764 1583 1809</box>
plastic-table-cell: ૭૭ <box>1389 835 1435 853</box>
plastic-headline: ભાવનગર મહાપાલિકાએ ૬ માસમાં પ્રતિબંધિત પ્લાસ્ટિકનો ૪૫૪ કિલોગ્રામ જથ્થો જપ્ત કર્યો <box>1005 524 1579 598</box>
colour-dots <box>46 2213 1583 2230</box>
section-name: ભાવનગર <box>722 65 795 88</box>
beer-kicker: શહેરના ઘોઘારોડ પર <box>263 1930 402 1950</box>
encroachment-box-body: ભાવનગર મહાપાલિકાના એસ્ટેટ વિભાગના દબાણ સેલની ટીમ શહેરના જુદા જુદા વિસ્તારમાં તપાસ કરી મંજૂરી વગરના ૮ બોર્ડ દૂર કર્યા હતા. જેમાં બસ સ્ટેન્ડ અને વિસામણ પર ૮ બોર્ડ મંજૂરી વગરના હતા. મહાપાલિકાની મંજૂરી જરૂરી છે. <box>843 1436 992 1554</box>
plastic-table-cell: કુલ <box>1328 907 1390 925</box>
plastic-table-cell: ૪૫૪ <box>1491 907 1582 925</box>
plastic-box <box>1005 813 1319 943</box>
plastic-table-cell: ૨૦૪ <box>1389 800 1435 818</box>
paper-name: ગુજરાત સમાચાર <box>72 65 205 88</box>
beer-dateline: ભાવનગર, બુધવાર <box>535 2026 618 2040</box>
plastic-table-header: દંડની રકમ <box>1435 768 1491 800</box>
plastic-table-header: માસ <box>1328 768 1390 800</box>
